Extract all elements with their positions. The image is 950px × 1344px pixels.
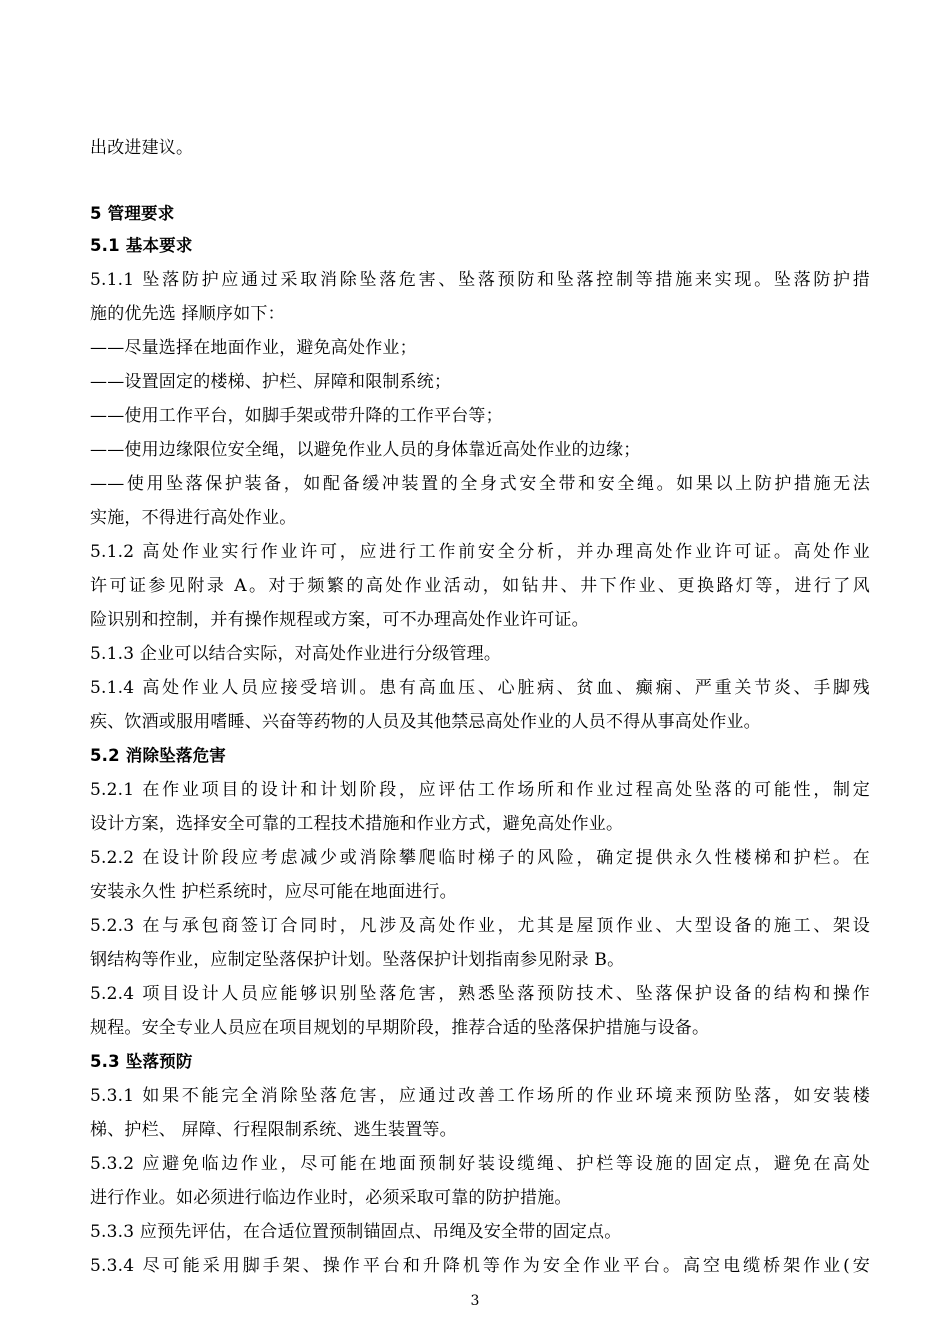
paragraph-line: 进行作业。如必须进行临边作业时，必须采取可靠的防护措施。 [90,1188,572,1208]
paragraph-line: 5.2.3 在与承包商签订合同时，凡涉及高处作业，尤其是屋顶作业、大型设备的施工、架设 [90,916,870,936]
paragraph-line: 5.3.2 应避免临边作业，尽可能在地面预制好装设缆绳、护栏等设施的固定点，避免在高处 [90,1154,870,1174]
paragraph-line: 实施，不得进行高处作业。 [90,508,297,528]
paragraph-line: 5.1.1 坠落防护应通过采取消除坠落危害、坠落预防和坠落控制等措施来实现。坠落防护措 [90,270,870,290]
paragraph-line: 规程。安全专业人员应在项目规划的早期阶段，推荐合适的坠落保护措施与设备。 [90,1018,710,1038]
page-number: 3 [470,1293,480,1309]
paragraph-line: 5.2.4 项目设计人员应能够识别坠落危害，熟悉坠落预防技术、坠落保护设备的结构和操作 [90,984,870,1004]
paragraph-line: 梯、护栏、 屏障、行程限制系统、逃生装置等。 [90,1120,457,1140]
paragraph-line: 安装永久性 护栏系统时，应尽可能在地面进行。 [90,882,457,902]
paragraph-line: 许可证参见附录 A。对于频繁的高处作业活动，如钻井、井下作业、更换路灯等，进行了风 [90,576,870,596]
paragraph-line: 5.2.2 在设计阶段应考虑减少或消除攀爬临时梯子的风险，确定提供永久性楼梯和护栏。在 [90,848,870,868]
paragraph-line: 5.3.1 如果不能完全消除坠落危害，应通过改善工作场所的作业环境来预防坠落，如安装楼 [90,1086,870,1106]
section-heading: 5 管理要求 [90,204,175,223]
paragraph-line: 疾、饮酒或服用嗜睡、兴奋等药物的人员及其他禁忌高处作业的人员不得从事高处作业。 [90,712,761,732]
paragraph-line: 出改进建议。 [90,138,194,158]
paragraph-line: 设计方案，选择安全可靠的工程技术措施和作业方式，避免高处作业。 [90,814,624,834]
paragraph-line: 5.1.2 高处作业实行作业许可，应进行工作前安全分析，并办理高处作业许可证。高处作业 [90,542,870,562]
list-item: ——设置固定的楼梯、护栏、屏障和限制系统； [90,372,452,392]
list-item: ——使用工作平台，如脚手架或带升降的工作平台等； [90,406,503,426]
list-item: ——使用边缘限位安全绳，以避免作业人员的身体靠近高处作业的边缘； [90,440,641,460]
subsection-heading: 5.3 坠落预防 [90,1052,193,1071]
subsection-heading: 5.2 消除坠落危害 [90,746,226,765]
paragraph-line: 5.3.4 尽可能采用脚手架、操作平台和升降机等作为安全作业平台。高空电缆桥架作业(安 [90,1256,870,1276]
paragraph-line: 险识别和控制，并有操作规程或方案，可不办理高处作业许可证。 [90,610,589,630]
paragraph-line: 5.1.3 企业可以结合实际，对高处作业进行分级管理。 [90,644,502,664]
list-item: ——尽量选择在地面作业，避免高处作业； [90,338,417,358]
paragraph-line: 5.3.3 应预先评估，在合适位置预制锚固点、吊绳及安全带的固定点。 [90,1222,622,1242]
paragraph-line: 5.2.1 在作业项目的设计和计划阶段，应评估工作场所和作业过程高处坠落的可能性，制定 [90,780,870,800]
paragraph-line: 5.1.4 高处作业人员应接受培训。患有高血压、心脏病、贫血、癫痫、严重关节炎、手脚残 [90,678,870,698]
subsection-heading: 5.1 基本要求 [90,236,193,255]
list-item: ——使用坠落保护装备，如配备缓冲装置的全身式安全带和安全绳。如果以上防护措施无法 [90,474,870,494]
paragraph-line: 施的优先选 择顺序如下： [90,304,285,324]
paragraph-line: 钢结构等作业，应制定坠落保护计划。坠落保护计划指南参见附录 B。 [90,950,625,970]
